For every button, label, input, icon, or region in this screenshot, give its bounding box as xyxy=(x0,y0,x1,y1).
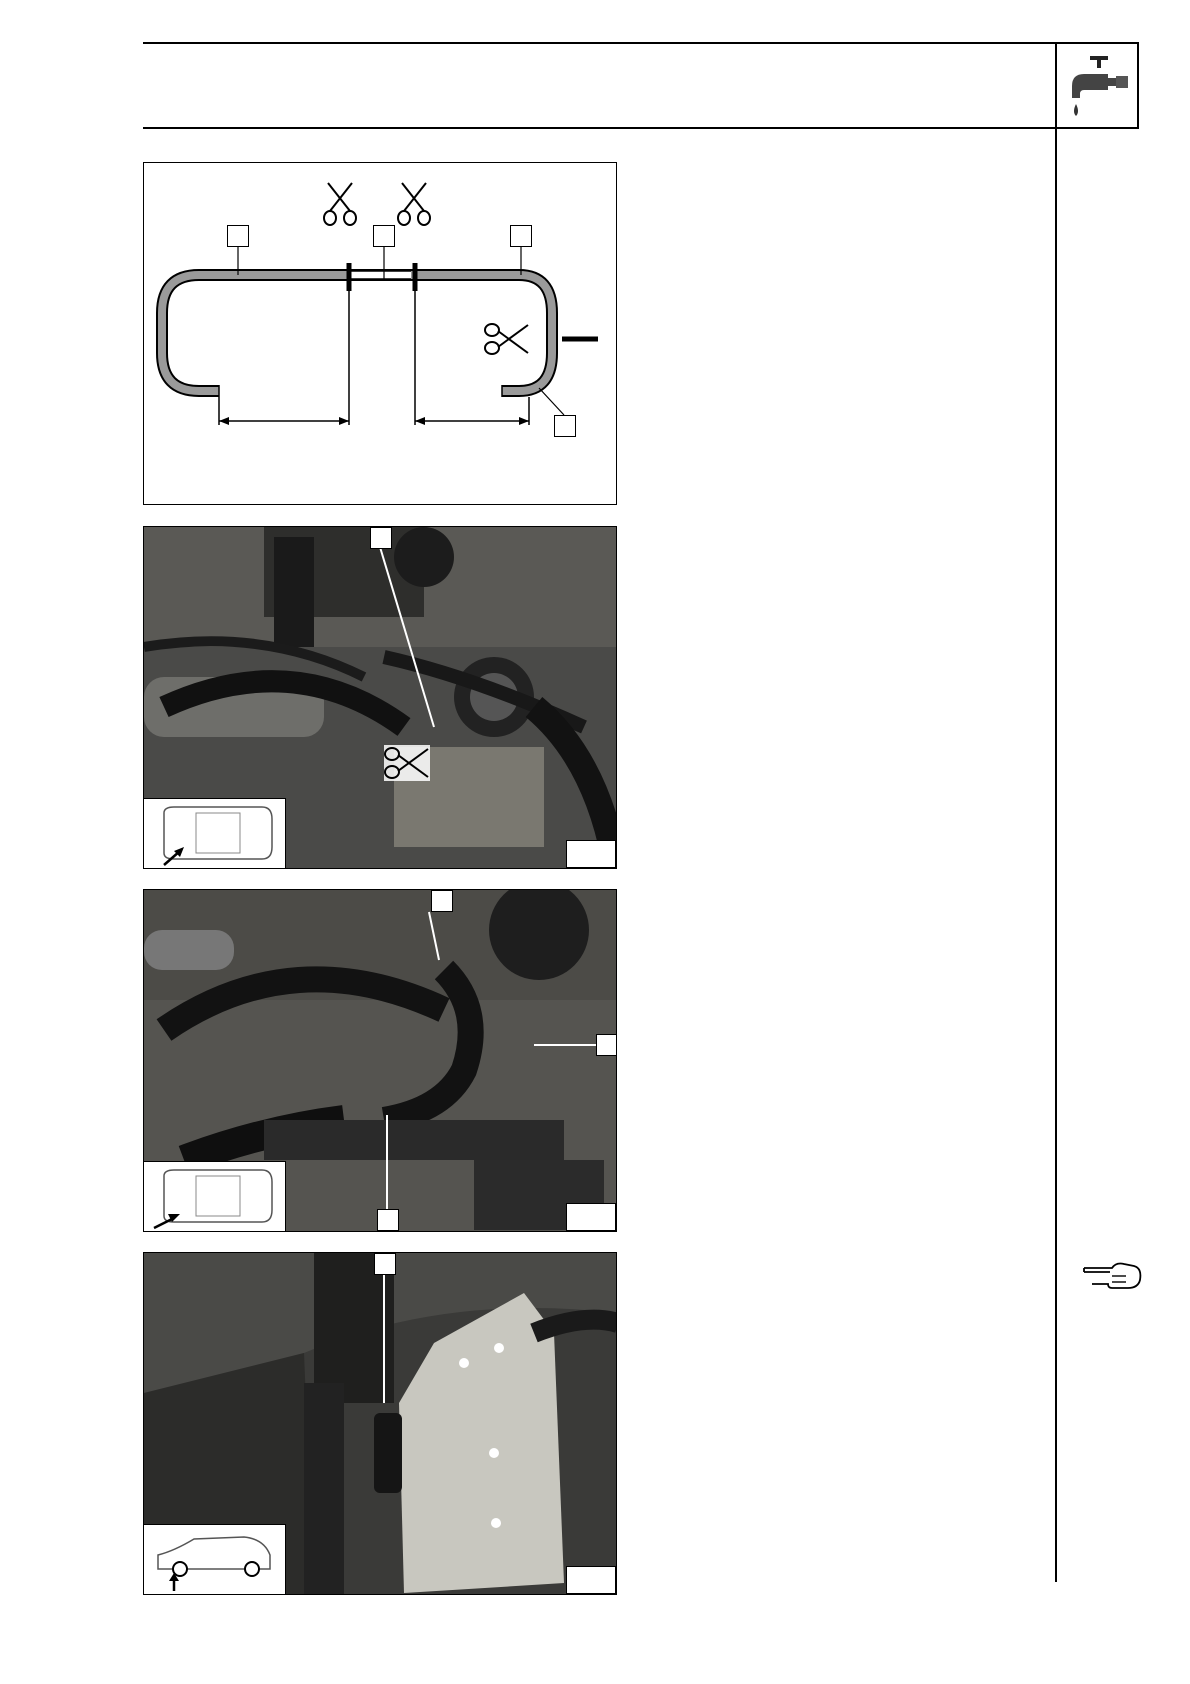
photo-number xyxy=(566,1203,616,1231)
photo2-label-3 xyxy=(377,1209,399,1231)
photo-number xyxy=(566,1566,616,1594)
car-top-view-inset xyxy=(144,1161,286,1231)
header-top-rule xyxy=(143,42,1138,44)
engine-photo-2 xyxy=(143,889,617,1232)
engine-photo-1 xyxy=(143,526,617,869)
photo1-label-1 xyxy=(370,527,392,549)
fluid-tap-icon xyxy=(1060,48,1134,122)
diagram-label-3 xyxy=(510,225,532,247)
scissors-icon xyxy=(384,745,430,781)
photo-number xyxy=(566,840,616,868)
scissors-icon xyxy=(322,181,358,227)
scissors-icon xyxy=(396,181,432,227)
photo3-label-1 xyxy=(374,1253,396,1275)
car-top-view-inset xyxy=(144,798,286,868)
diagram-label-1 xyxy=(227,225,249,247)
pointing-hand-icon xyxy=(1082,1258,1144,1292)
underbody-photo xyxy=(143,1252,617,1595)
car-side-view-inset xyxy=(144,1524,286,1594)
right-margin-rule xyxy=(1055,42,1057,1582)
diagram-label-4 xyxy=(554,415,576,437)
diagram-label-2 xyxy=(373,225,395,247)
hose-cutting-diagram xyxy=(143,162,617,505)
header-right-edge xyxy=(1137,42,1139,129)
photo2-label-1 xyxy=(431,890,453,912)
scissors-icon xyxy=(484,321,530,357)
header-bottom-rule xyxy=(143,127,1138,129)
photo2-label-2 xyxy=(596,1034,617,1056)
